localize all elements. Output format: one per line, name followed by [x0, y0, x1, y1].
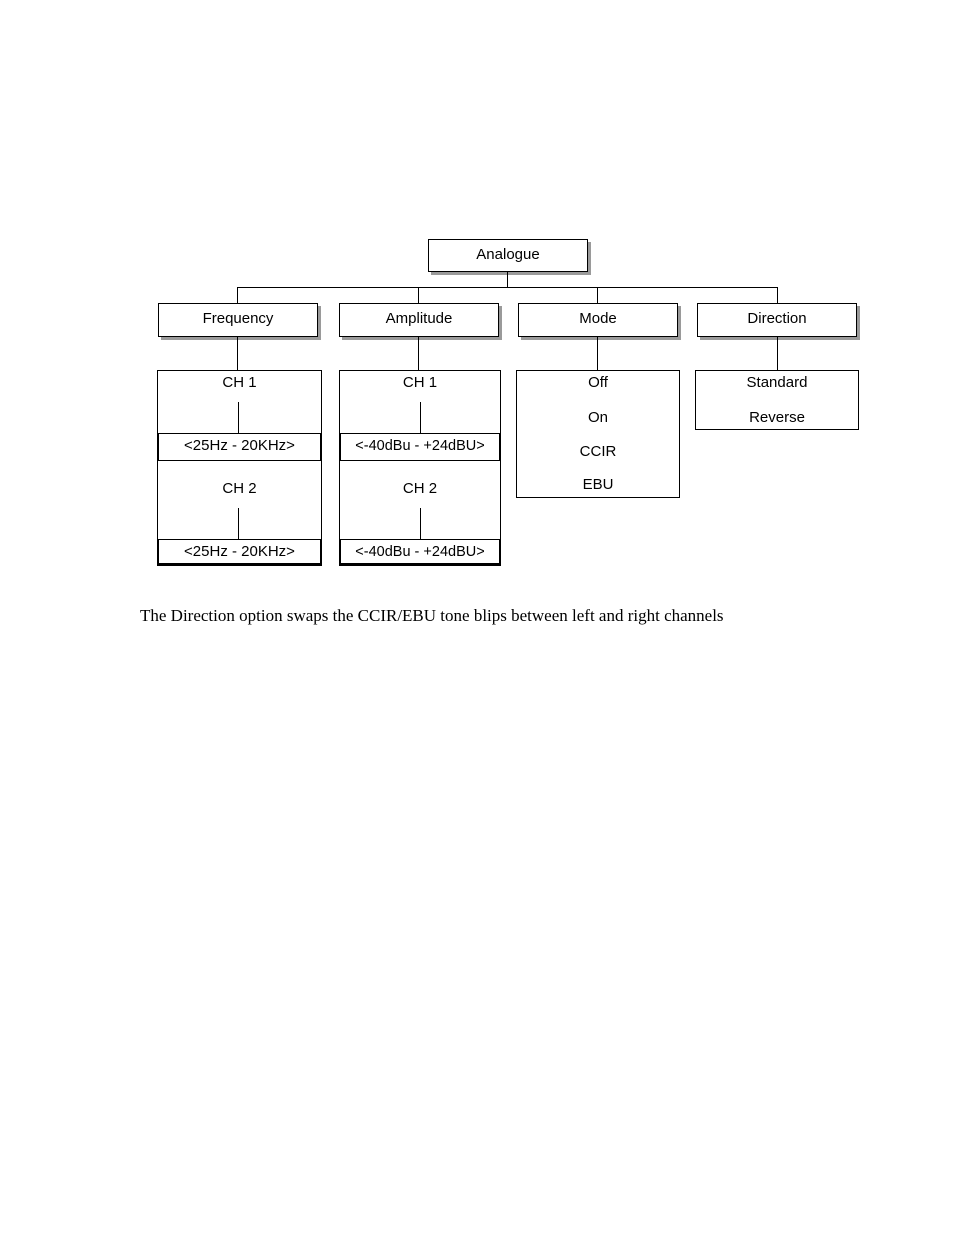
- direction-label: Direction: [747, 310, 807, 327]
- frequency-ch1-line: [238, 402, 239, 433]
- root-connector-vertical: [507, 272, 508, 287]
- mode-connector: [597, 287, 598, 303]
- frequency-ch2-label: CH 2: [222, 480, 257, 497]
- direction-box: [697, 303, 857, 337]
- direction-sub-connector: [777, 337, 778, 370]
- frequency-sub-connector: [237, 337, 238, 370]
- direction-options-panel: [695, 370, 859, 430]
- frequency-ch1-label: CH 1: [222, 374, 257, 391]
- menu-tree-diagram: [0, 0, 954, 600]
- direction-option-reverse: Reverse: [749, 409, 805, 426]
- mode-box: [518, 303, 678, 337]
- frequency-options-panel: [157, 370, 322, 566]
- mode-option-off: Off: [588, 374, 608, 391]
- amplitude-ch1-label: CH 1: [402, 374, 438, 391]
- mode-option-ebu: EBU: [582, 476, 614, 493]
- amplitude-ch1-line: [420, 402, 421, 433]
- mode-option-ccir: CCIR: [579, 443, 617, 460]
- amplitude-ch2-line: [420, 508, 421, 539]
- amplitude-label: Amplitude: [385, 310, 453, 327]
- root-connector-horizontal: [237, 287, 778, 288]
- frequency-connector: [237, 287, 238, 303]
- amplitude-ch1-range: <-40dBu - +24dBU>: [340, 433, 500, 461]
- amplitude-ch2-label: CH 2: [402, 480, 438, 497]
- frequency-label: Frequency: [202, 310, 274, 327]
- mode-label: Mode: [579, 310, 617, 327]
- amplitude-sub-connector: [418, 337, 419, 370]
- mode-option-on: On: [587, 409, 608, 426]
- frequency-ch2-range: <25Hz - 20KHz>: [158, 539, 321, 565]
- mode-options-panel: [516, 370, 680, 498]
- frequency-box: [158, 303, 318, 337]
- frequency-ch1-range: <25Hz - 20KHz>: [158, 433, 321, 461]
- amplitude-box: [339, 303, 499, 337]
- amplitude-options-panel: [339, 370, 501, 566]
- direction-option-standard: Standard: [746, 374, 808, 391]
- direction-connector: [777, 287, 778, 303]
- amplitude-connector: [418, 287, 419, 303]
- frequency-ch2-line: [238, 508, 239, 539]
- mode-sub-connector: [597, 337, 598, 370]
- diagram-caption: The Direction option swaps the CCIR/EBU tone blips between left and right channels: [140, 606, 724, 625]
- analogue-label: Analogue: [476, 246, 540, 263]
- analogue-box: [428, 239, 588, 272]
- amplitude-ch2-range: <-40dBu - +24dBU>: [340, 539, 500, 565]
